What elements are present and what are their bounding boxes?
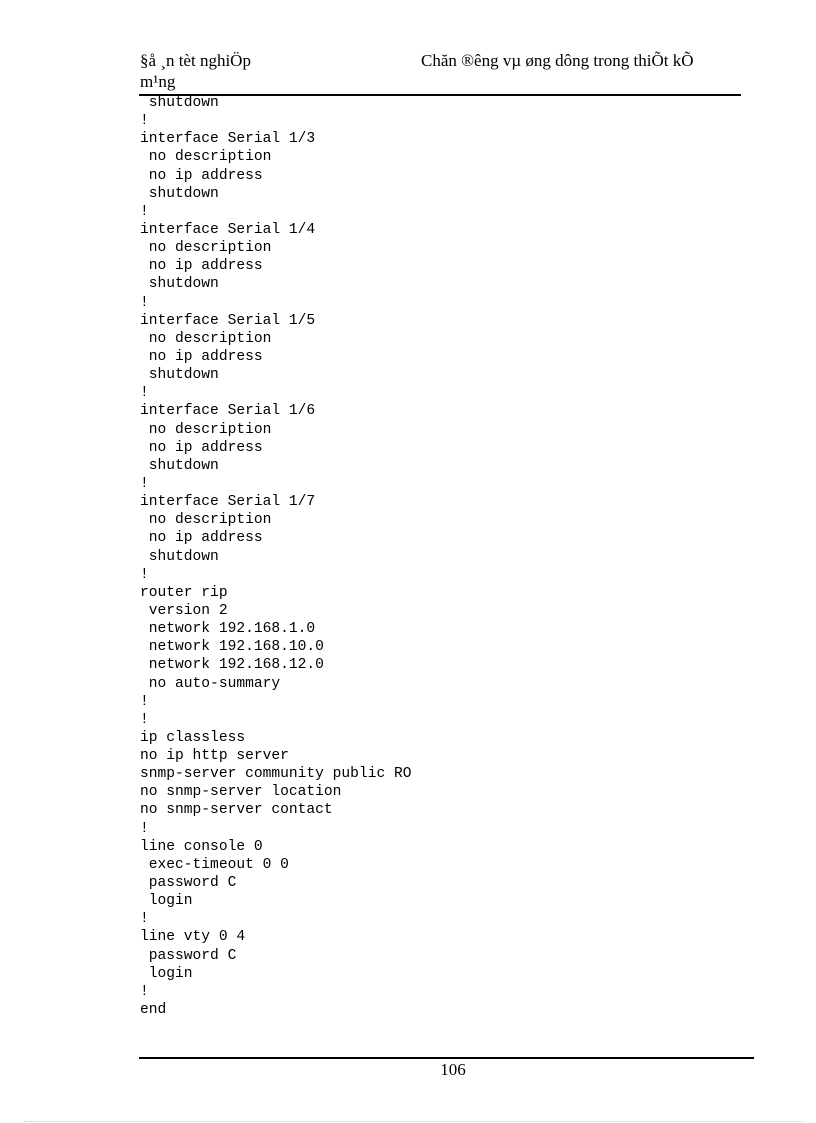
code-line: network 192.168.12.0 [140,657,324,674]
code-line: shutdown [140,276,219,293]
code-line: no ip http server [140,748,289,765]
code-line: ! [140,203,149,220]
code-line: line vty 0 4 [140,929,246,946]
code-line: login [140,893,193,910]
code-line: login [140,965,193,982]
code-line: ! [140,911,149,928]
code-line: no ip address [140,530,263,547]
code-line: no description [140,149,272,166]
code-line: interface Serial 1/7 [140,494,316,511]
code-line: ip classless [140,729,246,746]
code-line: snmp-server community public RO [140,766,412,783]
code-line: ! [140,475,149,492]
code-line: interface Serial 1/3 [140,131,316,148]
code-line: shutdown [140,95,219,111]
code-line: no ip address [140,258,263,275]
code-line: no description [140,512,272,529]
code-line: ! [140,566,149,583]
code-line: version 2 [140,602,228,619]
code-line: end [140,1002,167,1019]
code-line: no description [140,330,272,347]
code-line: no auto-summary [140,675,281,692]
code-line: ! [140,294,149,311]
code-line: shutdown [140,548,219,565]
code-line: ! [140,693,149,710]
code-line: interface Serial 1/4 [140,221,316,238]
code-line: line console 0 [140,838,263,855]
page-edge-dotted-line [24,1121,804,1122]
code-line: password C [140,875,237,892]
code-line: shutdown [140,185,219,202]
code-line: router rip [140,584,228,601]
code-line: no description [140,240,272,257]
running-header-right: Chăn ®êng vµ øng dông trong thiÕt kÕ [421,51,694,70]
code-line: ! [140,113,149,130]
page-number: 106 [440,1060,466,1079]
code-line: no ip address [140,439,263,456]
code-line: password C [140,947,237,964]
config-code-block [140,94,412,1019]
code-line: network 192.168.10.0 [140,639,324,656]
code-line: network 192.168.1.0 [140,621,316,638]
header-left-line-2: m¹ng [140,72,176,91]
code-line: no ip address [140,348,263,365]
code-line: no snmp-server location [140,784,342,801]
code-line: ! [140,385,149,402]
code-line: exec-timeout 0 0 [140,856,289,873]
code-line: interface Serial 1/5 [140,312,316,329]
code-line: shutdown [140,367,219,384]
code-line: no snmp-server contact [140,802,333,819]
code-line: interface Serial 1/6 [140,403,316,420]
code-line: ! [140,711,149,728]
header-left-line-1: §å ¸n tèt nghiÖp [140,51,251,70]
code-line: ! [140,983,149,1000]
code-line: ! [140,820,149,837]
code-line: no ip address [140,167,263,184]
code-line: no description [140,421,272,438]
running-header-left [140,50,340,92]
code-line: shutdown [140,457,219,474]
